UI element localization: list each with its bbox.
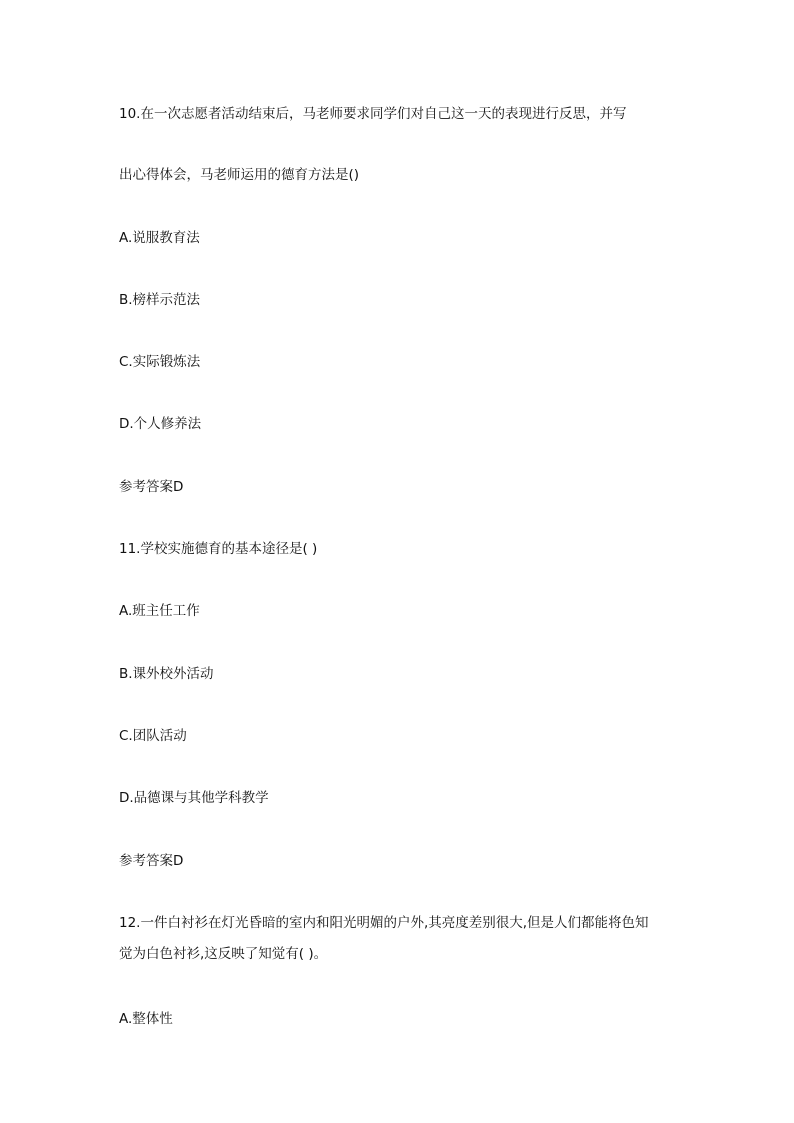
question-10-option-d: D.个人修养法 — [119, 416, 202, 432]
question-11-stem: 11.学校实施德育的基本途径是( ) — [119, 541, 318, 557]
question-10-answer: 参考答案D — [119, 479, 184, 495]
question-10-option-b: B.榜样示范法 — [119, 292, 201, 308]
question-11-option-a: A.班主任工作 — [119, 603, 200, 619]
question-11-answer: 参考答案D — [119, 853, 184, 869]
question-10-option-c: C.实际锻炼法 — [119, 354, 201, 370]
question-11-option-d: D.品德课与其他学科教学 — [119, 790, 269, 806]
question-10-stem-line-2: 出心得体会，马老师运用的德育方法是() — [119, 167, 360, 183]
question-12-option-a: A.整体性 — [119, 1011, 173, 1027]
question-10-stem-line-1: 10.在一次志愿者活动结束后，马老师要求同学们对自己这一天的表现进行反思，并写 — [119, 106, 627, 122]
question-12-stem-line-2: 觉为白色衬衫,这反映了知觉有( )。 — [119, 946, 328, 962]
question-11-option-c: C.团队活动 — [119, 728, 187, 744]
question-10-option-a: A.说服教育法 — [119, 230, 200, 246]
question-11-option-b: B.课外校外活动 — [119, 666, 214, 682]
question-12-stem-line-1: 12.一件白衬衫在灯光昏暗的室内和阳光明媚的户外,其亮度差别很大,但是人们都能将色知 — [119, 915, 649, 931]
